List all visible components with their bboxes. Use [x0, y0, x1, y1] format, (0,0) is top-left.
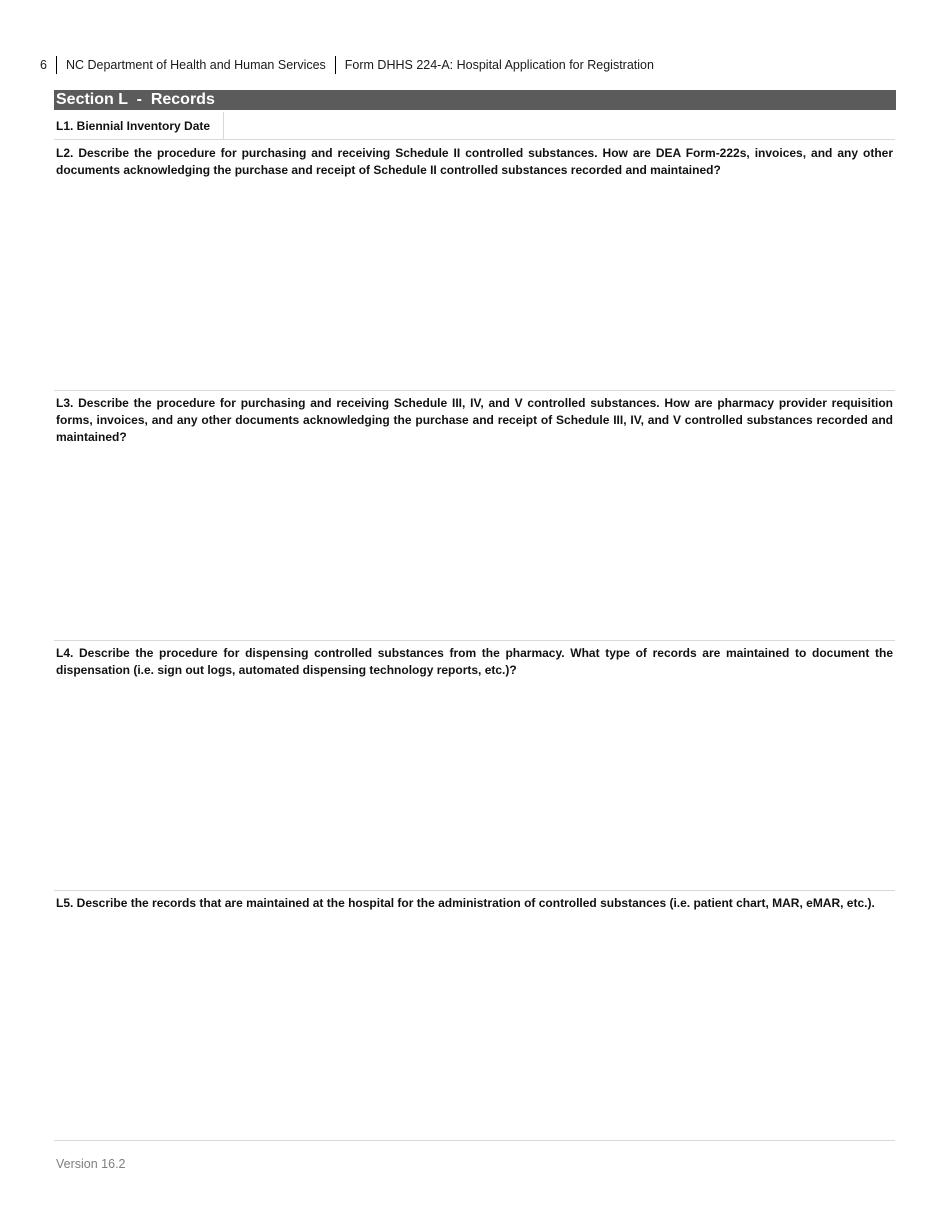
- l1-row: [54, 112, 895, 140]
- divider-line: [54, 890, 895, 891]
- version-label: Version 16.2: [56, 1157, 126, 1171]
- l5-question-block: [54, 895, 895, 1132]
- l3-question: L3. Describe the procedure for purchasing and receiving Schedule III, IV, and V controlled substances. How are pharmacy provider requisition forms, invoices, and any other documents acknowledging the purchase and receipt of Schedule III, IV, and V controlled substances recorded and maintained?: [56, 396, 893, 444]
- l3-answer-field[interactable]: [54, 446, 895, 636]
- l3-question-block: [54, 395, 895, 636]
- l4-question-block: [54, 645, 895, 884]
- l2-answer-field[interactable]: [54, 179, 895, 384]
- divider-line: [54, 390, 895, 391]
- page-header: [40, 56, 654, 74]
- l5-answer-field[interactable]: [54, 912, 895, 1132]
- header-separator: [56, 56, 57, 74]
- l5-question: L5. Describe the records that are maintained at the hospital for the administration of controlled substances (i.e. patient chart, MAR, eMAR, etc.).: [56, 896, 875, 910]
- l1-divider: [223, 112, 224, 139]
- divider-line: [54, 640, 895, 641]
- l4-answer-field[interactable]: [54, 679, 895, 884]
- department-name: NC Department of Health and Human Services: [65, 58, 326, 72]
- l2-question: L2. Describe the procedure for purchasing and receiving Schedule II controlled substances. How are DEA Form-222s, invoices, and any other documents acknowledging the purchase and receipt of Schedule II controlled substances recorded and maintained?: [56, 146, 893, 177]
- section-title: Section L - Records: [54, 90, 896, 110]
- form-title: Form DHHS 224-A: Hospital Application for Registration: [344, 58, 654, 72]
- l2-question-block: [54, 145, 895, 384]
- l4-question: L4. Describe the procedure for dispensing controlled substances from the pharmacy. What type of records are maintained to document the dispensation (i.e. sign out logs, automated dispensing technology reports, etc.)?: [56, 646, 893, 677]
- l1-label: L1. Biennial Inventory Date: [56, 119, 211, 133]
- footer-divider-line: [54, 1140, 895, 1141]
- header-separator: [335, 56, 336, 74]
- page-number: 6: [40, 58, 47, 72]
- biennial-inventory-date-field[interactable]: [225, 112, 895, 139]
